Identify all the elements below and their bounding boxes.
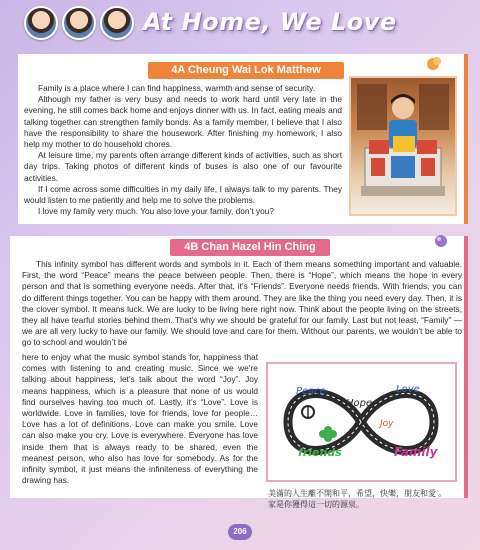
drawing-word: Hope [346, 398, 373, 409]
drawing-caption [268, 488, 468, 510]
star-sticker-icon [425, 56, 443, 72]
photo-illustration [351, 78, 455, 214]
drawing-word: friends [298, 446, 342, 459]
page-number: 206 [228, 524, 252, 540]
article-2-continuation [22, 352, 258, 486]
author-banner-1: 4A Cheung Wai Lok Matthew [148, 62, 344, 79]
caption-line: 家是你獲得這一切的源泉。 [268, 500, 364, 509]
infinity-symbol-illustration [268, 364, 455, 480]
article-1-body [24, 83, 342, 217]
drawing-word: Joy [380, 419, 394, 429]
caption-line: 美滿的人生離不開和平，希望，快樂，朋友和愛 。 [268, 489, 447, 498]
paragraph: At leisure time, my parents often arrange different kinds of activities, such as short day trips. Taking photos of different kinds of buses is also one of our favourite activities. [24, 150, 342, 183]
paragraph: I love my family very much. You also love your family, don’t you? [38, 206, 274, 217]
drawing-word: Peace [296, 386, 326, 397]
page-title: At Home, We Love [143, 8, 397, 36]
paragraph: Although my father is very busy and needs to work hard until very late in the evening, he still comes back home and enjoys dinner with us. In fact, eating meals and talking together can strengthen family bonds. As a family member, I believe that I also have the responsibility to share the housework. After finishing my homework, I also help my mother to do household chores. [24, 94, 342, 150]
student-bus-photo [349, 76, 457, 216]
infinity-drawing [266, 362, 457, 482]
article-2-intro [22, 259, 462, 349]
paragraph: This infinity symbol has different words and symbols in it. Each of them means something important and valuable. First, the word “Peace” means the peace between people. Then, there is “Hope”, which means the hope in every person and that is something everyone needs. After that, it’s “Friends”. Everyone needs friends. With friends, you can do different things together. You can be happy with them around. They are like the thing you need every day. Then, it is the clover symbol. It means luck. We are lucky to be living here right now. Think about the people living on the streets, they all have tearful stories behind them. That’s why we should be grateful for our family. Last but not least, “Family” — we are all very lucky to have our family. We should love and care for them. Without our parents, we wouldn’t be able to go to school and wouldn’t be [22, 259, 462, 348]
student-photo-3 [100, 6, 134, 40]
student-photo-1 [24, 6, 58, 40]
author-banner-2: 4B Chan Hazel Hin Ching [170, 239, 330, 256]
student-photo-2 [62, 6, 96, 40]
drawing-word: Family [394, 445, 438, 459]
drawing-word: Love [396, 384, 420, 395]
paragraph: here to enjoy what the music symbol stands for, happiness that comes with listening to and creating music. Since we we’re talking about happiness, let’s talk about the word “Joy”. Joy means happiness, which is a pleasure that none of us would find ourselves having too much of. Lastly, it’s “Love”. Love is worldwide. Love in families, love for friends, love for people… Love has a lot of definitions. Love can make you smile. Love can also make you cry. Love is everywhere. Everyone has love inside them that is always ready to be shared, even the meanest person, who also has love for somebody. As for the infinity symbol, it just means the infiniteness of everything the drawing has. [22, 352, 258, 486]
paragraph: If I come across some difficulties in my daily life, I always talk to my parents. They would listen to me patiently and help me to solve the problems. [24, 183, 342, 206]
pushpin-icon [432, 234, 450, 250]
page-header [0, 0, 480, 48]
paragraph: Family is a place where I can find happiness, warmth and sense of security. [38, 83, 316, 93]
